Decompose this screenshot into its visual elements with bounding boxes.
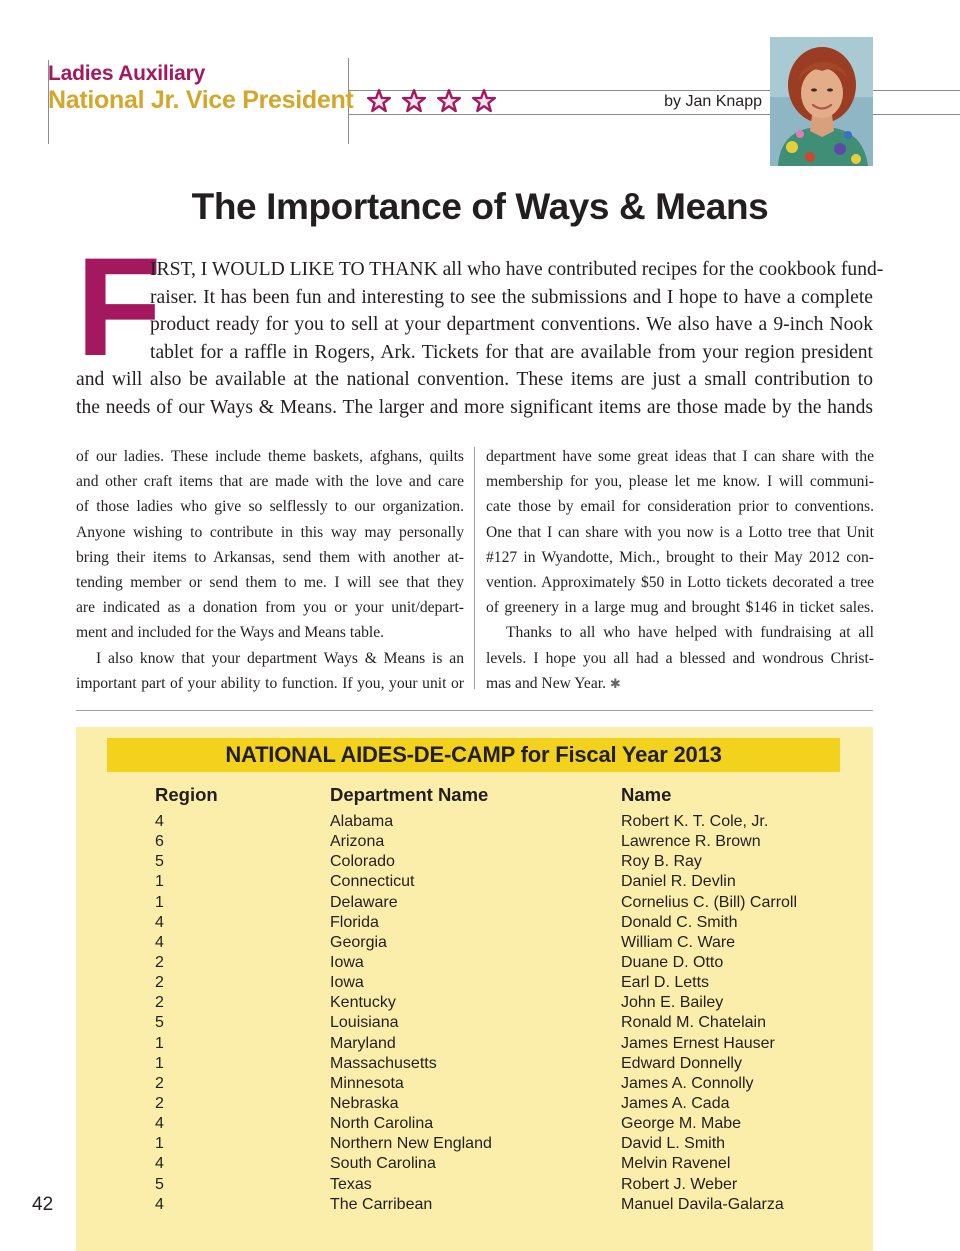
aides-de-camp-box (76, 727, 873, 1251)
department-cell: Georgia (330, 933, 387, 951)
name-cell: David L. Smith (621, 1135, 726, 1153)
name-cell: Robert J. Weber (621, 1175, 738, 1193)
department-cell: Northern New England (330, 1135, 492, 1153)
name-cell: Lawrence R. Brown (621, 833, 761, 851)
lead-line: and will also be available at the national convention. These items are just a small contribution to (76, 369, 873, 390)
name-cell: Duane D. Otto (621, 953, 724, 971)
body-line: are indicated as a donation from you or your unit/depart- (76, 599, 464, 617)
body-line: bring their items to Arkansas, send them with another at- (76, 548, 464, 566)
page-number: 42 (32, 1194, 54, 1215)
department-cell: Kentucky (330, 994, 396, 1012)
table-row (76, 1074, 873, 1094)
department-cell: Louisiana (330, 1014, 399, 1032)
body-line: ment and included for the Ways and Means table. (76, 624, 385, 642)
rating-stars (366, 88, 497, 116)
department-cell: Massachusetts (330, 1054, 437, 1072)
region-cell: 6 (155, 833, 164, 851)
lead-line: tablet for a raffle in Rogers, Ark. Tickets for that are available from your region president (150, 341, 873, 363)
name-cell: Earl D. Letts (621, 974, 710, 992)
name-cell: Daniel R. Devlin (621, 873, 736, 891)
body-line-text: mas and New Year. (486, 674, 606, 692)
body-line: levels. I hope you all had a blessed and wondrous Christ- (486, 649, 874, 667)
author-portrait (770, 37, 873, 166)
section-divider (76, 710, 873, 711)
name-cell: William C. Ware (621, 933, 736, 951)
department-cell: Iowa (330, 974, 364, 992)
column-title: National Jr. Vice President (48, 86, 354, 114)
region-cell: 1 (155, 1034, 164, 1052)
table-row (76, 1134, 873, 1154)
name-cell: Manuel Davila-Galarza (621, 1195, 784, 1213)
department-cell: South Carolina (330, 1155, 436, 1173)
body-line: One that I can share with you now is a Lotto tree that Unit (486, 523, 874, 541)
department-cell: Delaware (330, 893, 398, 911)
star-outline-icon (401, 88, 427, 116)
region-cell: 5 (155, 853, 164, 871)
body-line: of those ladies who give so selflessly to our organization. (76, 498, 464, 516)
body-line: I also know that your department Ways & Means is an (96, 649, 464, 667)
department-cell: Alabama (330, 813, 394, 830)
table-row (76, 832, 873, 852)
name-cell: Ronald M. Chatelain (621, 1014, 766, 1032)
header-right-rule-lower (873, 114, 960, 115)
body-line-final (486, 671, 874, 696)
lead-line: IRST, I WOULD LIKE TO THANK all who have contributed recipes for the cookbook fund- (150, 259, 884, 280)
region-cell: 4 (155, 1155, 164, 1173)
body-line: membership for you, please let me know. I will communi- (486, 473, 874, 491)
article-title: The Importance of Ways & Means (191, 186, 769, 227)
table-row (76, 1175, 873, 1195)
department-cell: Connecticut (330, 873, 415, 891)
star-outline-icon (366, 88, 392, 116)
header-right-rule (873, 90, 960, 91)
department-cell: Arizona (330, 833, 385, 851)
region-cell: 2 (155, 953, 164, 971)
table-row (76, 812, 873, 832)
table-row (76, 1034, 873, 1054)
aides-de-camp-rows (76, 812, 873, 1215)
aides-de-camp-title: NATIONAL AIDES-DE-CAMP for Fiscal Year 2013 (225, 742, 722, 767)
body-line: of our ladies. These include theme baskets, afghans, quilts (76, 448, 464, 465)
body-column-left (76, 444, 464, 696)
department-cell: Texas (330, 1175, 372, 1193)
region-cell: 2 (155, 1074, 164, 1092)
name-cell: Edward Donnelly (621, 1054, 742, 1072)
department-cell: North Carolina (330, 1115, 434, 1133)
region-cell: 4 (155, 913, 164, 931)
table-row (76, 953, 873, 973)
body-line: of greenery in a large mug and brought $146 in ticket sales. (486, 599, 874, 617)
header-region: Region (155, 784, 218, 805)
table-row (76, 1195, 873, 1215)
name-cell: Donald C. Smith (621, 913, 738, 931)
department-cell: Maryland (330, 1034, 396, 1052)
header-department: Department Name (330, 784, 489, 805)
header-name: Name (621, 784, 672, 805)
lead-line: raiser. It has been fun and interesting to see the submissions and I hope to have a complete (150, 286, 873, 308)
name-cell: Robert K. T. Cole, Jr. (621, 813, 769, 830)
star-outline-icon (436, 88, 462, 116)
table-row (76, 872, 873, 892)
name-cell: James A. Connolly (621, 1074, 754, 1092)
department-cell: Florida (330, 913, 379, 931)
name-cell: Roy B. Ray (621, 853, 702, 871)
body-line: Thanks to all who have helped with fundraising at all (506, 624, 874, 642)
region-cell: 1 (155, 873, 164, 891)
body-line: and other craft items that are made with the love and care (76, 473, 464, 491)
department-cell: Minnesota (330, 1074, 404, 1092)
region-cell: 5 (155, 1175, 164, 1193)
region-cell: 1 (155, 1054, 164, 1072)
name-cell: Melvin Ravenel (621, 1155, 731, 1173)
region-cell: 2 (155, 974, 164, 992)
section-label: Ladies Auxiliary (48, 62, 206, 85)
name-cell: Cornelius C. (Bill) Carroll (621, 893, 798, 911)
lead-line: product ready for you to sell at your department conventions. We also have a 9-inch Nook (150, 314, 873, 335)
table-row (76, 1054, 873, 1074)
table-row (76, 1114, 873, 1134)
table-row (76, 893, 873, 913)
region-cell: 5 (155, 1014, 164, 1032)
lead-paragraph (76, 228, 884, 421)
name-cell: James Ernest Hauser (621, 1034, 775, 1052)
body-column-right (486, 444, 874, 696)
region-cell: 4 (155, 813, 164, 830)
body-line: tending member or send them to me. I will see that they (76, 574, 464, 592)
body-line: department have some great ideas that I can share with the (486, 448, 874, 465)
department-cell: Colorado (330, 853, 395, 871)
lead-line: the needs of our Ways & Means. The larger and more significant items are those made by the hands (76, 396, 873, 418)
table-row (76, 993, 873, 1013)
region-cell: 4 (155, 1195, 164, 1213)
body-line: vention. Approximately $50 in Lotto tickets decorated a tree (486, 574, 874, 592)
aides-de-camp-banner (107, 738, 840, 772)
name-cell: George M. Mabe (621, 1115, 742, 1133)
body-line: important part of your ability to function. If you, your unit or (76, 674, 464, 692)
department-cell: Iowa (330, 953, 364, 971)
drop-cap: F (76, 228, 162, 385)
table-row (76, 1013, 873, 1033)
end-mark-icon: ✱ (609, 675, 621, 691)
region-cell: 4 (155, 933, 164, 951)
table-row (76, 852, 873, 872)
table-row (76, 913, 873, 933)
department-cell: The Carribean (330, 1195, 433, 1213)
region-cell: 1 (155, 1135, 164, 1153)
table-row (76, 1154, 873, 1174)
name-cell: James A. Cada (621, 1094, 730, 1112)
table-row (76, 973, 873, 993)
table-row (76, 933, 873, 953)
body-line: Anyone wishing to contribute in this way may personally (76, 523, 464, 541)
column-divider (474, 447, 475, 689)
region-cell: 1 (155, 893, 164, 911)
body-line: cate those by email for consideration prior to conventions. (486, 498, 874, 516)
body-line: #127 in Wyandotte, Mich., brought to their May 2012 con- (486, 548, 874, 566)
region-cell: 2 (155, 1094, 164, 1112)
department-cell: Nebraska (330, 1094, 399, 1112)
name-cell: John E. Bailey (621, 994, 724, 1012)
region-cell: 2 (155, 994, 164, 1012)
star-outline-icon (471, 88, 497, 116)
byline: by Jan Knapp (664, 93, 762, 110)
table-row (76, 1094, 873, 1114)
region-cell: 4 (155, 1115, 164, 1133)
